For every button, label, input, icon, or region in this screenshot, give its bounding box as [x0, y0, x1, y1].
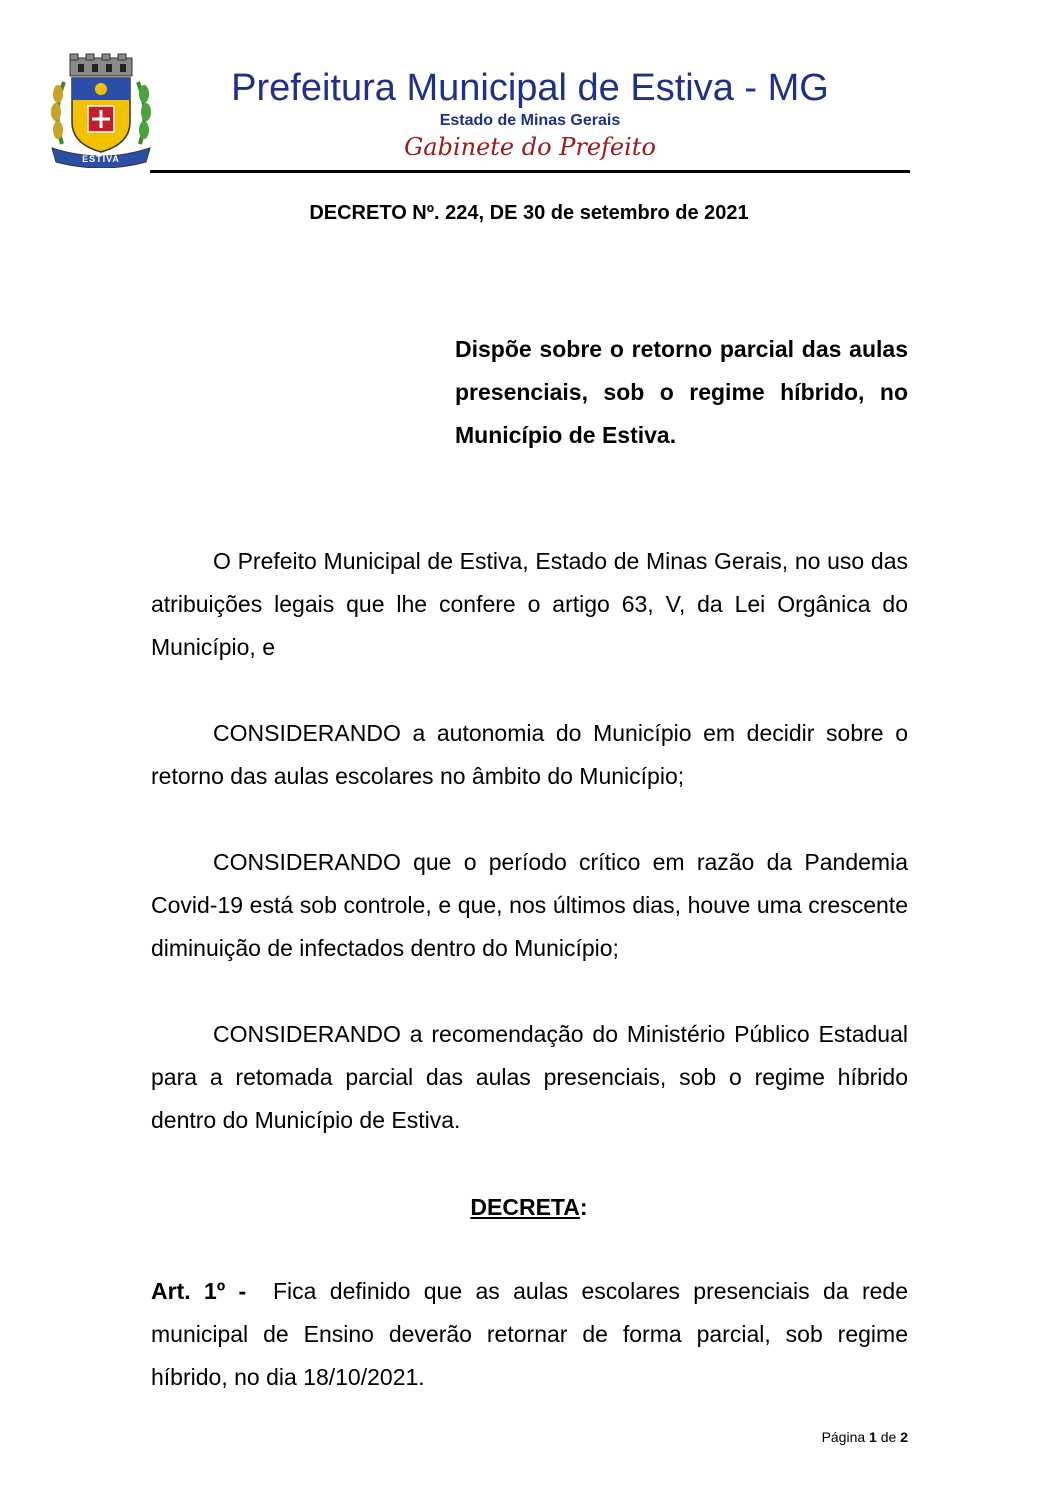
state-subtitle: Estado de Minas Gerais [439, 112, 621, 129]
municipal-crest-logo [42, 52, 160, 168]
page-word: Página [821, 1429, 866, 1445]
preamble-paragraph: O Prefeito Municipal de Estiva, Estado de Minas Gerais, no uso das atribuições legais que lhe confere o artigo 63, V, da Lei Orgânica do Município, e [151, 548, 908, 660]
article-text: Fica definido que as aulas escolares presenciais da rede municipal de Ensino deverão retornar de forma parcial, sob regime híbrido, no dia 18/10/2021. [151, 1278, 909, 1390]
header-divider [150, 170, 910, 173]
article-paragraph [151, 1270, 908, 1399]
decree-summary: Dispõe sobre o retorno parcial das aulas presenciais, sob o regime híbrido, no Município de Estiva. [455, 336, 908, 448]
page-number [822, 1428, 908, 1446]
decree-title: DECRETO Nº. 224, DE 30 de setembro de 2021 [309, 202, 749, 224]
office-subtitle: Gabinete do Prefeito [404, 133, 656, 161]
article-label: Art. 1º - [151, 1278, 247, 1304]
decreta-word: DECRETA [470, 1194, 580, 1220]
consideration-paragraph: CONSIDERANDO a recomendação do Ministério Público Estadual para a retomada parcial das aulas presenciais, sob o regime híbrido dentro do Município de Estiva. [151, 1021, 908, 1133]
consideration-paragraph: CONSIDERANDO que o período crítico em razão da Pandemia Covid-19 está sob controle, e que, nos últimos dias, houve uma crescente diminuição de infectados dentro do Município; [151, 849, 908, 961]
crest-ribbon-label: ESTIVA [82, 154, 120, 164]
page-total: 2 [900, 1429, 908, 1445]
page-of: de [880, 1429, 897, 1445]
decreta-heading [0, 1186, 1058, 1229]
municipality-title: Prefeitura Municipal de Estiva - MG [231, 67, 829, 109]
page-current: 1 [869, 1429, 877, 1445]
consideration-paragraph: CONSIDERANDO a autonomia do Município em decidir sobre o retorno das aulas escolares no âmbito do Município; [151, 720, 908, 789]
decreta-colon: : [579, 1194, 588, 1220]
